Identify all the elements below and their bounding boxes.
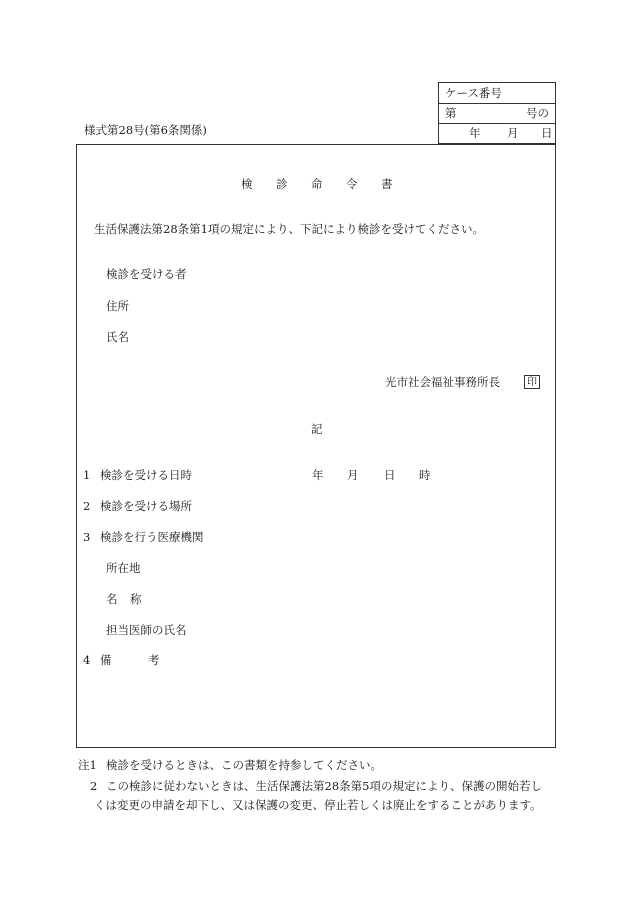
case-date-month: 月: [507, 126, 519, 140]
case-date-row: [439, 123, 555, 143]
note1-text: 検診を受けるときは、この書類を持参してください。: [106, 758, 382, 772]
issuer-name: 光市社会福祉事務所長: [385, 375, 500, 389]
case-number-suffix: 号の: [526, 106, 549, 120]
institution-location-label: 所在地: [106, 561, 141, 575]
doctor-name-label: 担当医師の氏名: [106, 623, 187, 637]
title-char: 診: [276, 177, 288, 191]
item1-label: 検診を受ける日時: [100, 468, 192, 482]
item3-label: 検診を行う医療機関: [100, 530, 204, 544]
case-number-title-row: [439, 83, 555, 104]
date-year-label: 年: [312, 468, 324, 482]
case-number-title: ケース番号: [445, 86, 502, 100]
name-label: 氏名: [106, 330, 129, 344]
institution-name-label-b: 称: [130, 592, 142, 606]
recipient-heading: 検診を受ける者: [106, 267, 187, 281]
item-number: 2: [83, 499, 91, 513]
case-date-year: 年: [469, 126, 481, 140]
case-number-prefix: 第: [445, 106, 457, 120]
title-char: 令: [346, 177, 358, 191]
item-number: 3: [83, 530, 91, 544]
case-number-box: [438, 82, 556, 144]
title-char: 命: [311, 177, 323, 191]
address-label: 住所: [106, 299, 129, 313]
ki-heading: 記: [311, 422, 323, 436]
title-char: 書: [381, 177, 393, 191]
remarks-label-a: 備: [100, 653, 112, 667]
case-date-day: 日: [541, 126, 553, 140]
remarks-label-b: 考: [148, 653, 160, 667]
seal-stamp: 印: [524, 375, 540, 389]
note2-line2: くは変更の申請を却下し、又は保護の変更、停止若しくは廃止をすることがあります。: [94, 798, 542, 812]
intro-text: 生活保護法第28条第1項の規定により、下記により検診を受けてください。: [94, 222, 484, 236]
case-number-row: [439, 103, 555, 124]
note1-prefix: 注1: [78, 758, 97, 772]
note2-line1: この検診に従わないときは、生活保護法第28条第5項の規定により、保護の開始若し: [106, 779, 542, 793]
item-number: 4: [83, 653, 91, 667]
item2-label: 検診を受ける場所: [100, 499, 192, 513]
institution-name-label-a: 名: [106, 592, 118, 606]
item-number: 1: [83, 468, 91, 482]
date-month-label: 月: [347, 468, 359, 482]
note2-number: 2: [90, 779, 98, 793]
form-number-label: 様式第28号(第6条関係): [84, 123, 207, 137]
title-char: 検: [241, 177, 253, 191]
date-hour-label: 時: [419, 468, 431, 482]
date-day-label: 日: [384, 468, 396, 482]
